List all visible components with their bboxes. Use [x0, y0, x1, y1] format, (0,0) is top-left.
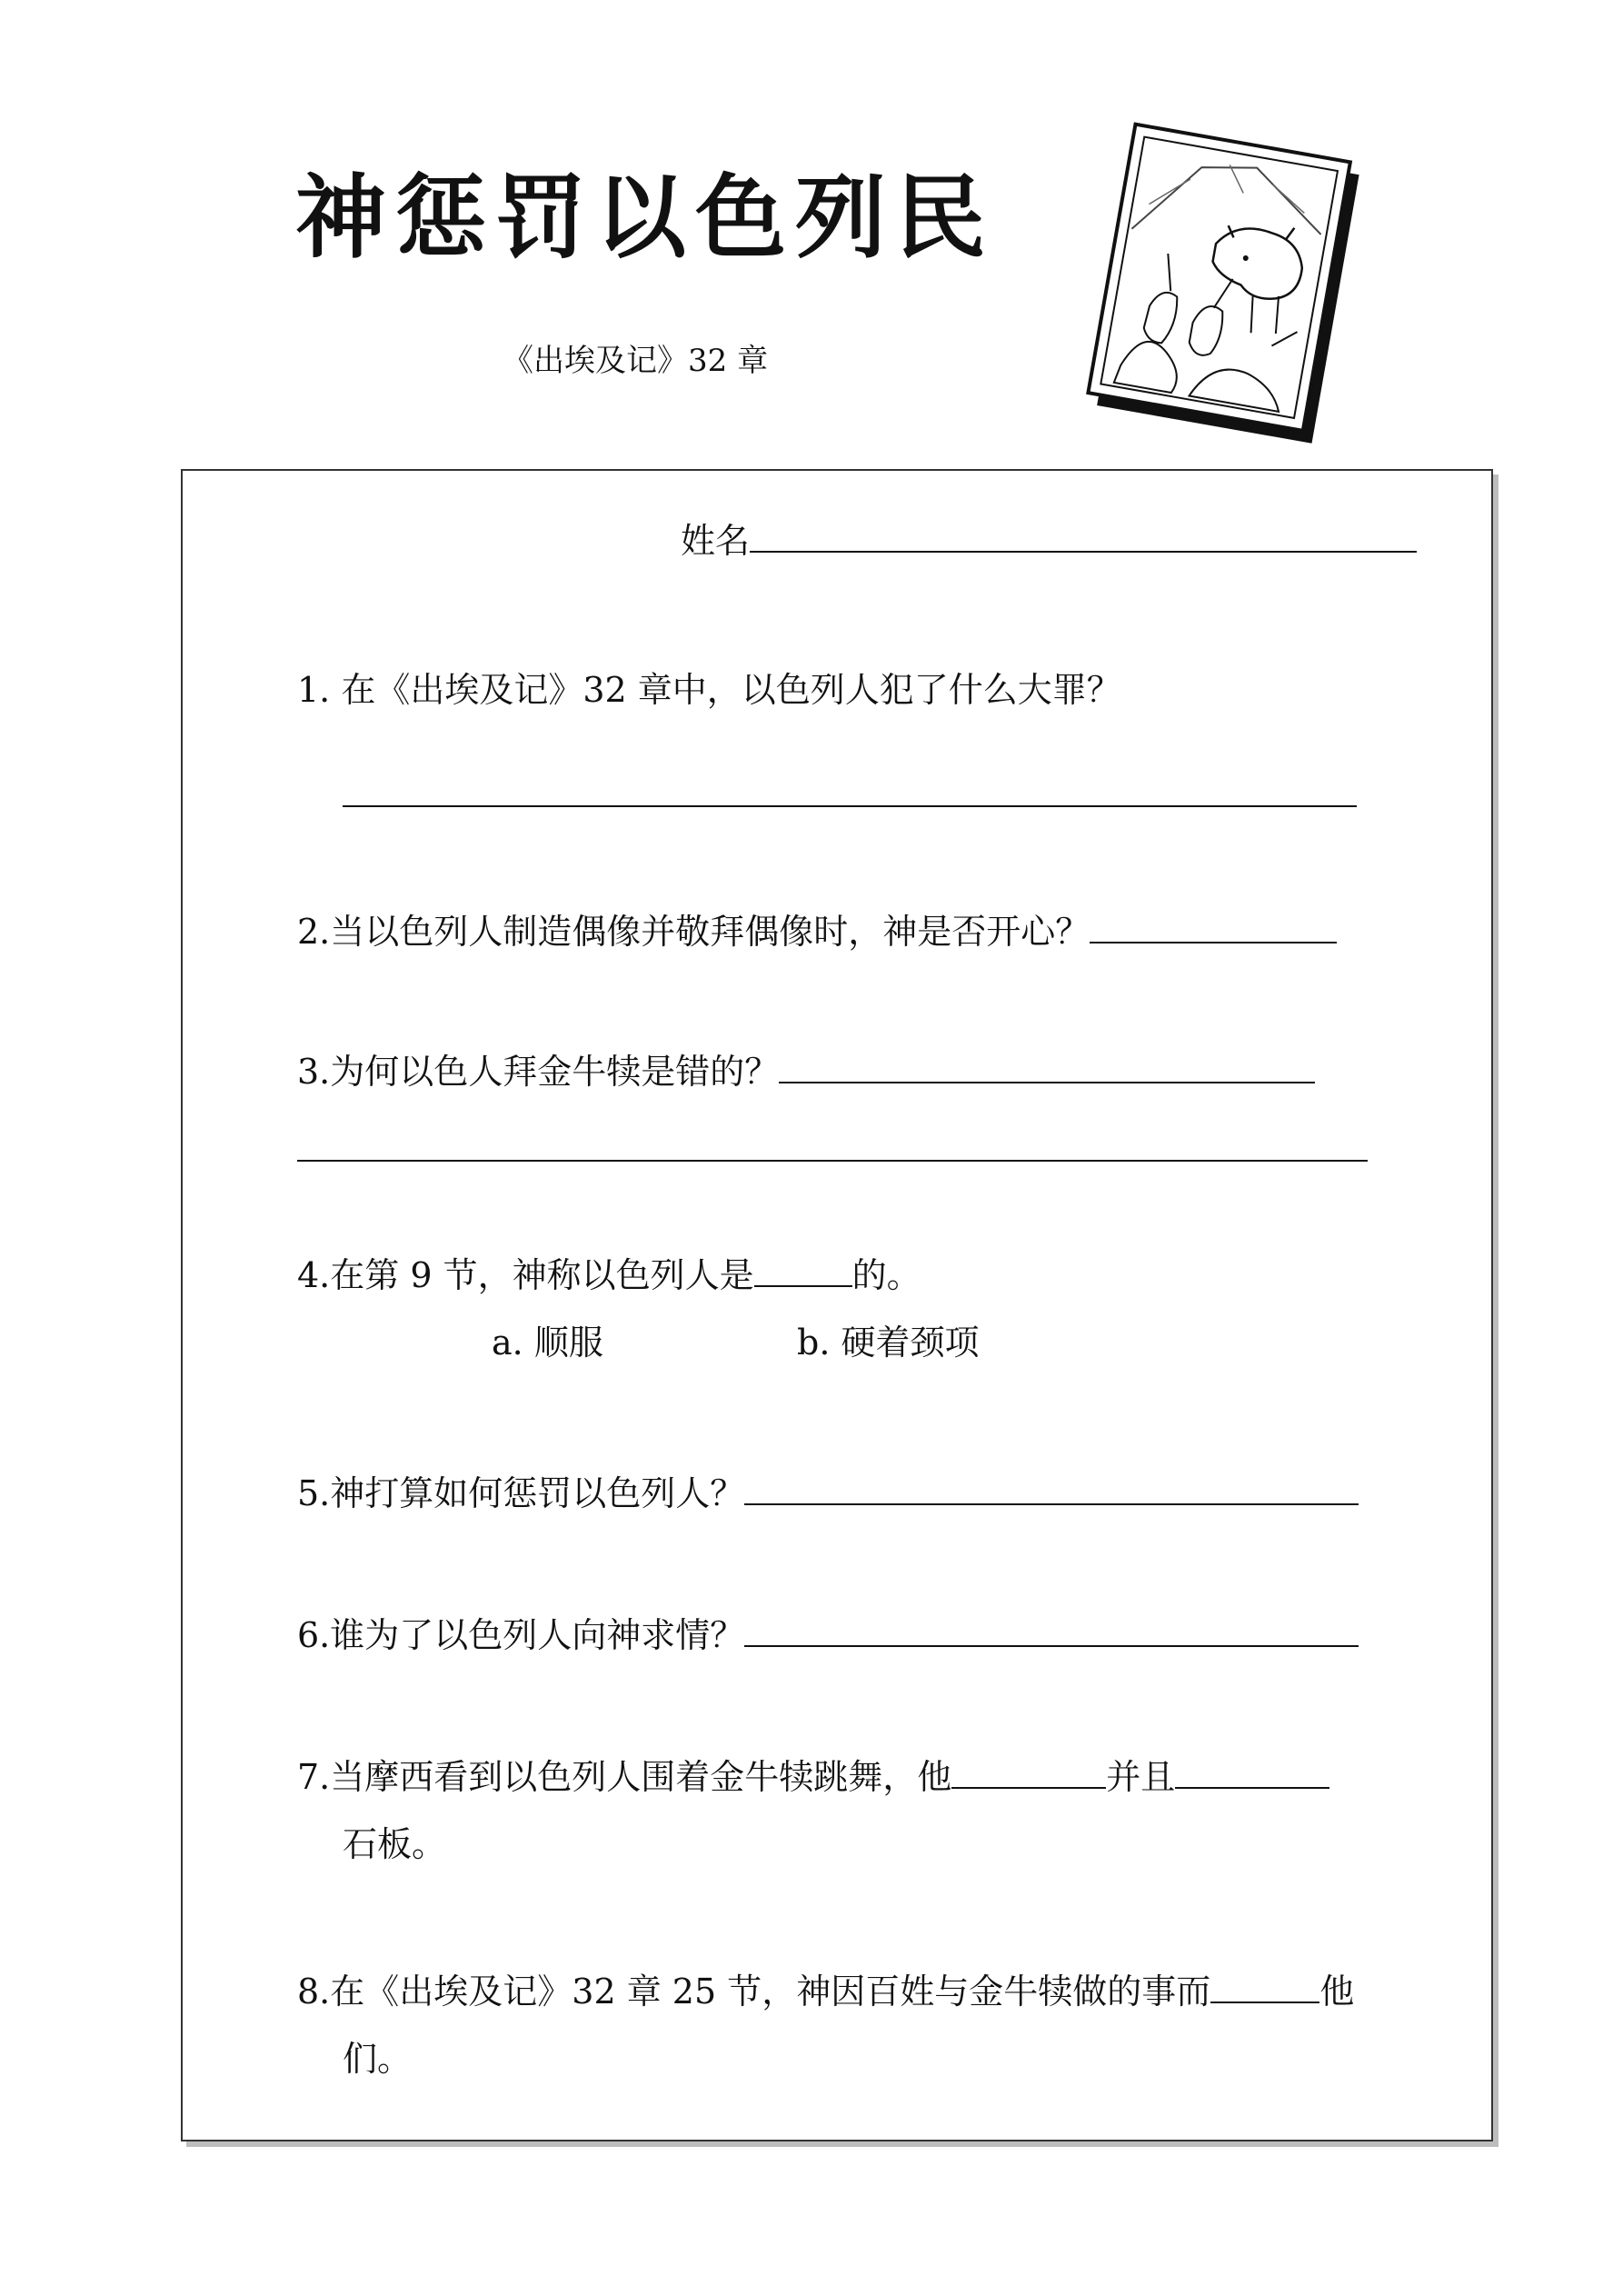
option-b[interactable]: b. 硬着颈项	[797, 1323, 980, 1363]
question-text: 在第 9 节，神称以色列人是	[330, 1255, 754, 1296]
question-3	[297, 1049, 1315, 1093]
question-text: 谁为了以色列人向神求情？	[330, 1615, 745, 1656]
question-1	[297, 670, 1121, 710]
question-text-end: 的。	[851, 1255, 921, 1296]
question-8-continued: 们。	[343, 2039, 413, 2079]
question-number: 4.	[297, 1255, 331, 1296]
name-blank[interactable]	[750, 518, 1417, 553]
question-number: 5.	[297, 1473, 331, 1514]
question-2	[297, 909, 1337, 953]
answer-blank-7b[interactable]	[1175, 1754, 1329, 1789]
question-number: 3.	[297, 1052, 331, 1093]
answer-blank-2[interactable]	[1090, 909, 1337, 943]
question-4	[297, 1253, 921, 1296]
question-6	[297, 1612, 1359, 1656]
answer-blank-3a[interactable]	[779, 1049, 1315, 1083]
name-label: 姓名	[681, 521, 751, 562]
question-text: 在《出埃及记》32 章中，以色列人犯了什么大罪？	[341, 670, 1121, 710]
question-text: 当以色列人制造偶像并敬拜偶像时，神是否开心？	[330, 912, 1090, 953]
name-row	[681, 518, 1417, 562]
worksheet-box	[181, 469, 1493, 2141]
question-text-middle: 并且	[1106, 1757, 1176, 1798]
question-7	[297, 1754, 1329, 1798]
question-number: 8.	[297, 1972, 331, 2012]
answer-blank-4[interactable]	[754, 1253, 852, 1287]
question-number: 6.	[297, 1615, 331, 1656]
page-subtitle: 《出埃及记》32 章	[503, 343, 769, 379]
question-text-middle: 他	[1319, 1972, 1355, 2012]
golden-calf-illustration	[1072, 109, 1372, 464]
page-title: 神惩罚以色列民	[295, 165, 995, 271]
question-5	[297, 1471, 1359, 1514]
question-text: 当摩西看到以色列人围着金牛犊跳舞，他	[330, 1757, 952, 1798]
question-number: 2.	[297, 912, 331, 953]
answer-blank-7a[interactable]	[951, 1754, 1106, 1789]
answer-blank-8[interactable]	[1210, 1969, 1319, 2003]
question-7-continued: 石板。	[343, 1824, 447, 1864]
answer-blank-3b[interactable]	[297, 1160, 1368, 1162]
question-number: 7.	[297, 1757, 331, 1798]
answer-blank-6[interactable]	[744, 1612, 1359, 1647]
option-a[interactable]: a. 顺服	[492, 1323, 603, 1363]
answer-blank-1[interactable]	[343, 805, 1357, 807]
question-number: 1.	[297, 670, 331, 710]
question-text: 为何以色人拜金牛犊是错的？	[330, 1052, 780, 1093]
answer-blank-5[interactable]	[744, 1471, 1359, 1505]
question-8	[297, 1969, 1355, 2012]
question-text: 神打算如何惩罚以色列人？	[330, 1473, 745, 1514]
question-text: 在《出埃及记》32 章 25 节，神因百姓与金牛犊做的事而	[330, 1972, 1211, 2012]
